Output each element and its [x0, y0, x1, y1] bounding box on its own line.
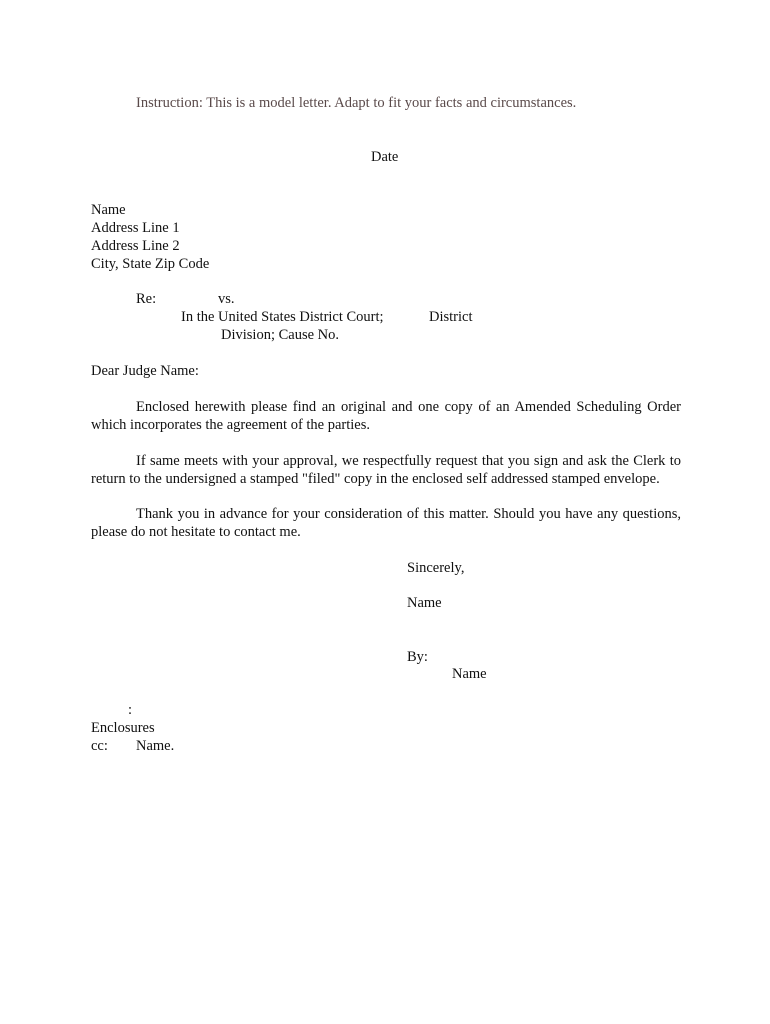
body-paragraph-1: Enclosed herewith please find an original and one copy of an Amended Scheduling Order which incorporates the agreement of the parties.	[91, 399, 681, 433]
footer-enclosures: Enclosures	[91, 720, 155, 736]
closing-sincerely: Sincerely,	[407, 560, 465, 576]
recipient-address-line-1: Address Line 1	[91, 220, 180, 236]
salutation: Dear Judge Name:	[91, 363, 199, 379]
closing-signer-name: Name	[452, 666, 487, 682]
body-paragraph-3: Thank you in advance for your consideration of this matter. Should you have any questions, please do not hesitate to contact me.	[91, 506, 681, 540]
re-label: Re:	[136, 291, 157, 307]
instruction-text: Instruction: This is a model letter. Adapt to fit your facts and circumstances.	[136, 95, 577, 111]
re-district: District	[429, 309, 473, 325]
footer-initials: :	[128, 702, 133, 718]
footer-cc-name: Name.	[136, 738, 175, 754]
date-line: Date	[371, 149, 399, 165]
re-division-line: Division; Cause No.	[221, 327, 340, 343]
recipient-address-line-2: Address Line 2	[91, 238, 180, 254]
footer-cc-label: cc:	[91, 738, 108, 754]
body-paragraph-2: If same meets with your approval, we respectfully request that you sign and ask the Clerk to return to the undersigned a stamped "filed" copy in the enclosed self addressed stamped envelope.	[91, 453, 681, 487]
closing-by-label: By:	[407, 649, 428, 665]
recipient-city-state-zip: City, State Zip Code	[91, 256, 210, 272]
recipient-name: Name	[91, 202, 126, 218]
closing-firm-name: Name	[407, 595, 442, 611]
re-vs: vs.	[218, 291, 235, 307]
re-court-line: In the United States District Court;	[181, 309, 384, 325]
